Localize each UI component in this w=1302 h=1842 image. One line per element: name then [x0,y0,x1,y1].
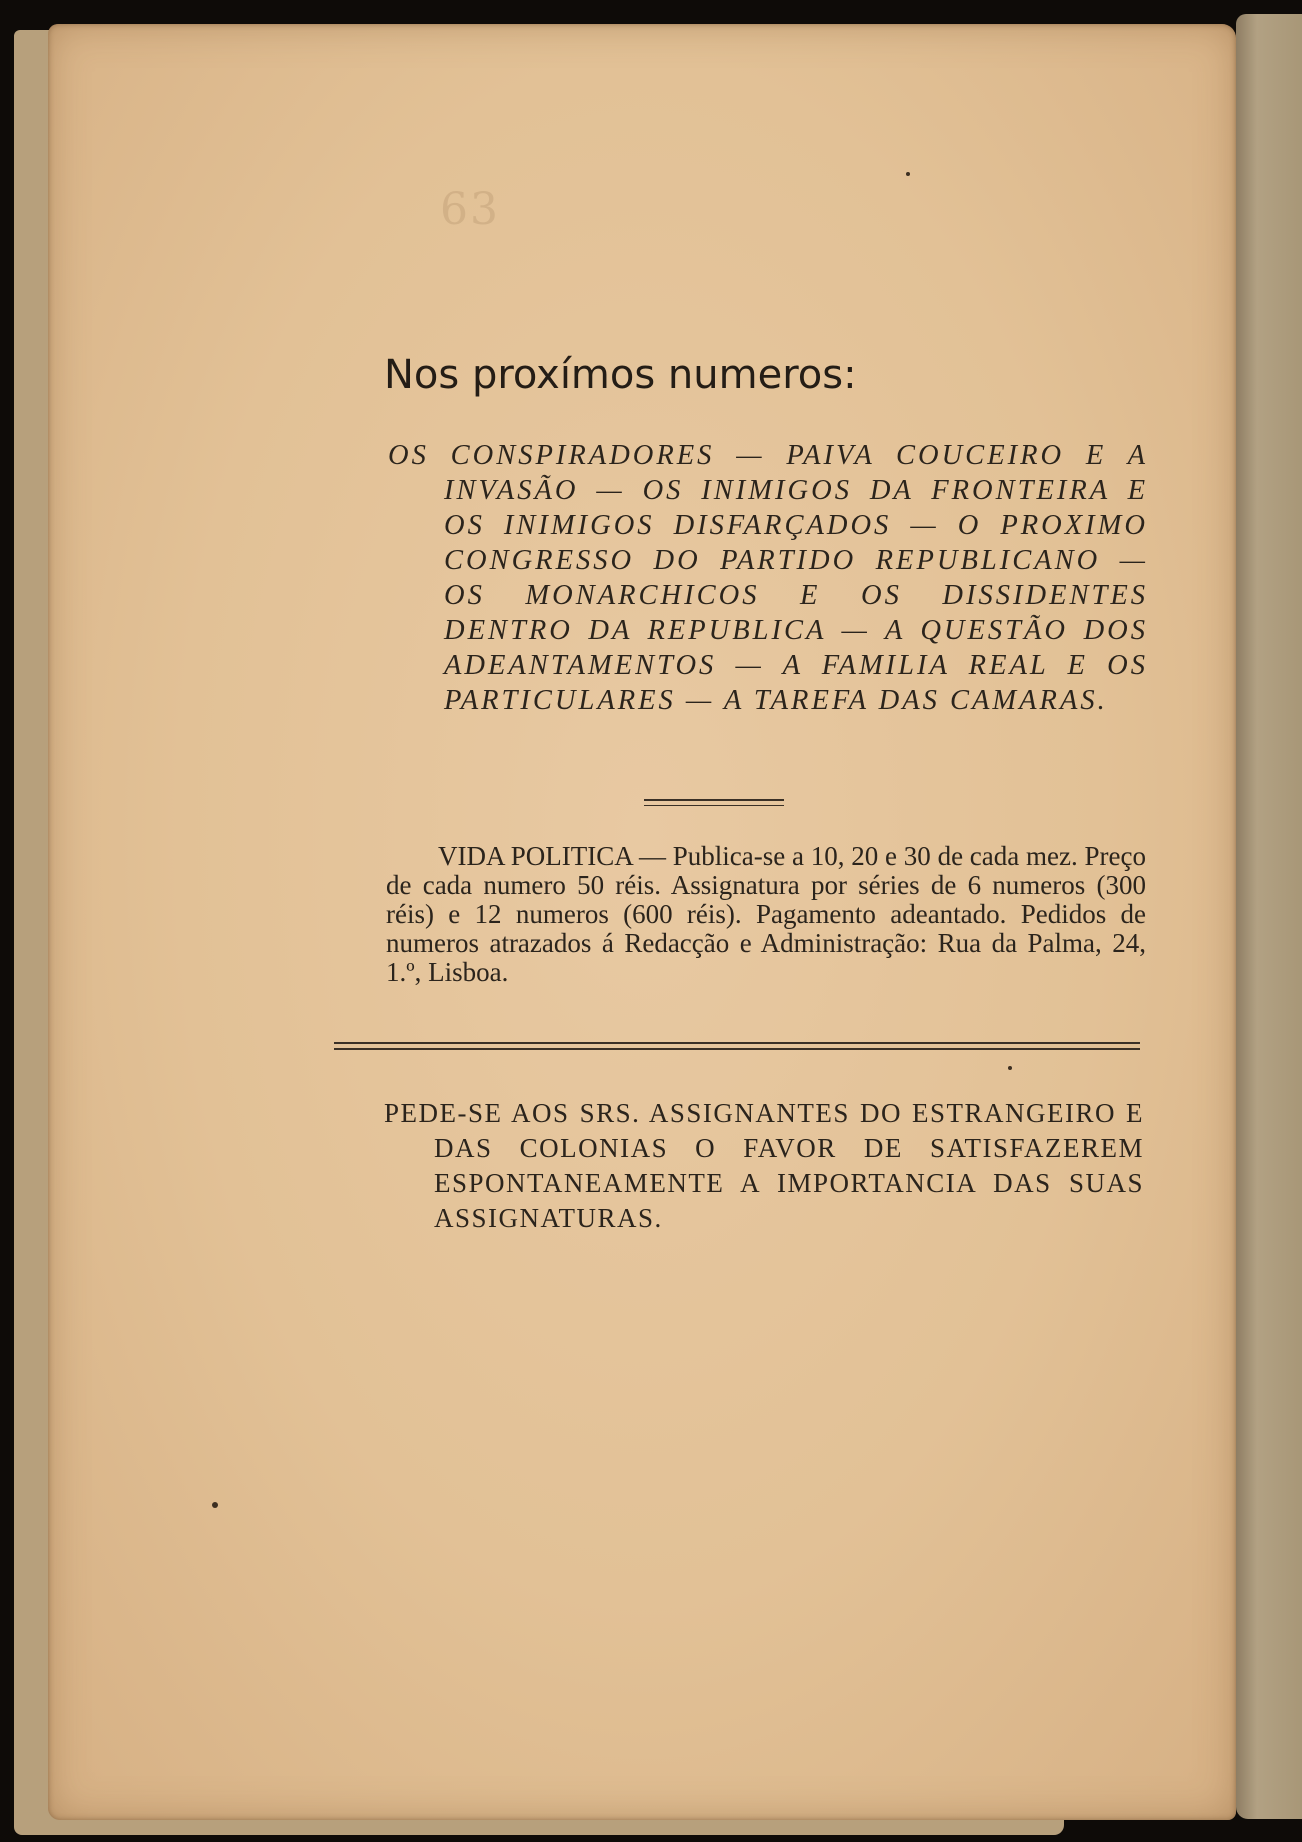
paper-speck [212,1502,218,1508]
subscriber-appeal-paragraph: PEDE-SE AOS SRS. ASSIGNANTES DO ESTRANGEIRO E DAS COLONIAS O FAVOR DE SATISFAZEREM ESPONTANEAMENTE A IMPORTANCIA DAS SUAS ASSIGNATURAS. [384,1098,1144,1233]
upcoming-topics-paragraph: OS CONSPIRADORES — PAIVA COUCEIRO E A INVASÃO — OS INIMIGOS DA FRONTEIRA E OS INIMIGOS DISFARÇADOS — O PROXIMO CONGRESSO DO PARTIDO REPUBLICANO — OS MONARCHICOS E OS DISSIDENTES DENTRO DA REPUBLICA — A QUESTÃO DOS ADEANTAMENTOS — A FAMILIA REAL E OS PARTICULARES — A TAREFA DAS CAMARAS. [388,440,1148,716]
long-double-rule [334,1042,1140,1050]
publication-notice-paragraph: VIDA POLITICA — Publica-se a 10, 20 e 30 de cada mez. Preço de cada numero 50 réis. Assignatura por séries de 6 numeros (300 réis) e 12 numeros (600 réis). Pagamento adeantado. Pedidos de numeros atrazados á Redacção e Administração: Rua da Palma, 24, 1.º, Lisboa. [386,841,1146,987]
paper-speck [906,172,910,176]
bleed-through-page-number: 63 [440,184,500,235]
short-double-rule [644,799,784,806]
document-page [48,24,1236,1820]
upcoming-issues-heading: Nos proxímos numeros: [384,352,857,398]
paper-speck [1008,1066,1012,1070]
adjacent-page-edge [1236,14,1302,1819]
